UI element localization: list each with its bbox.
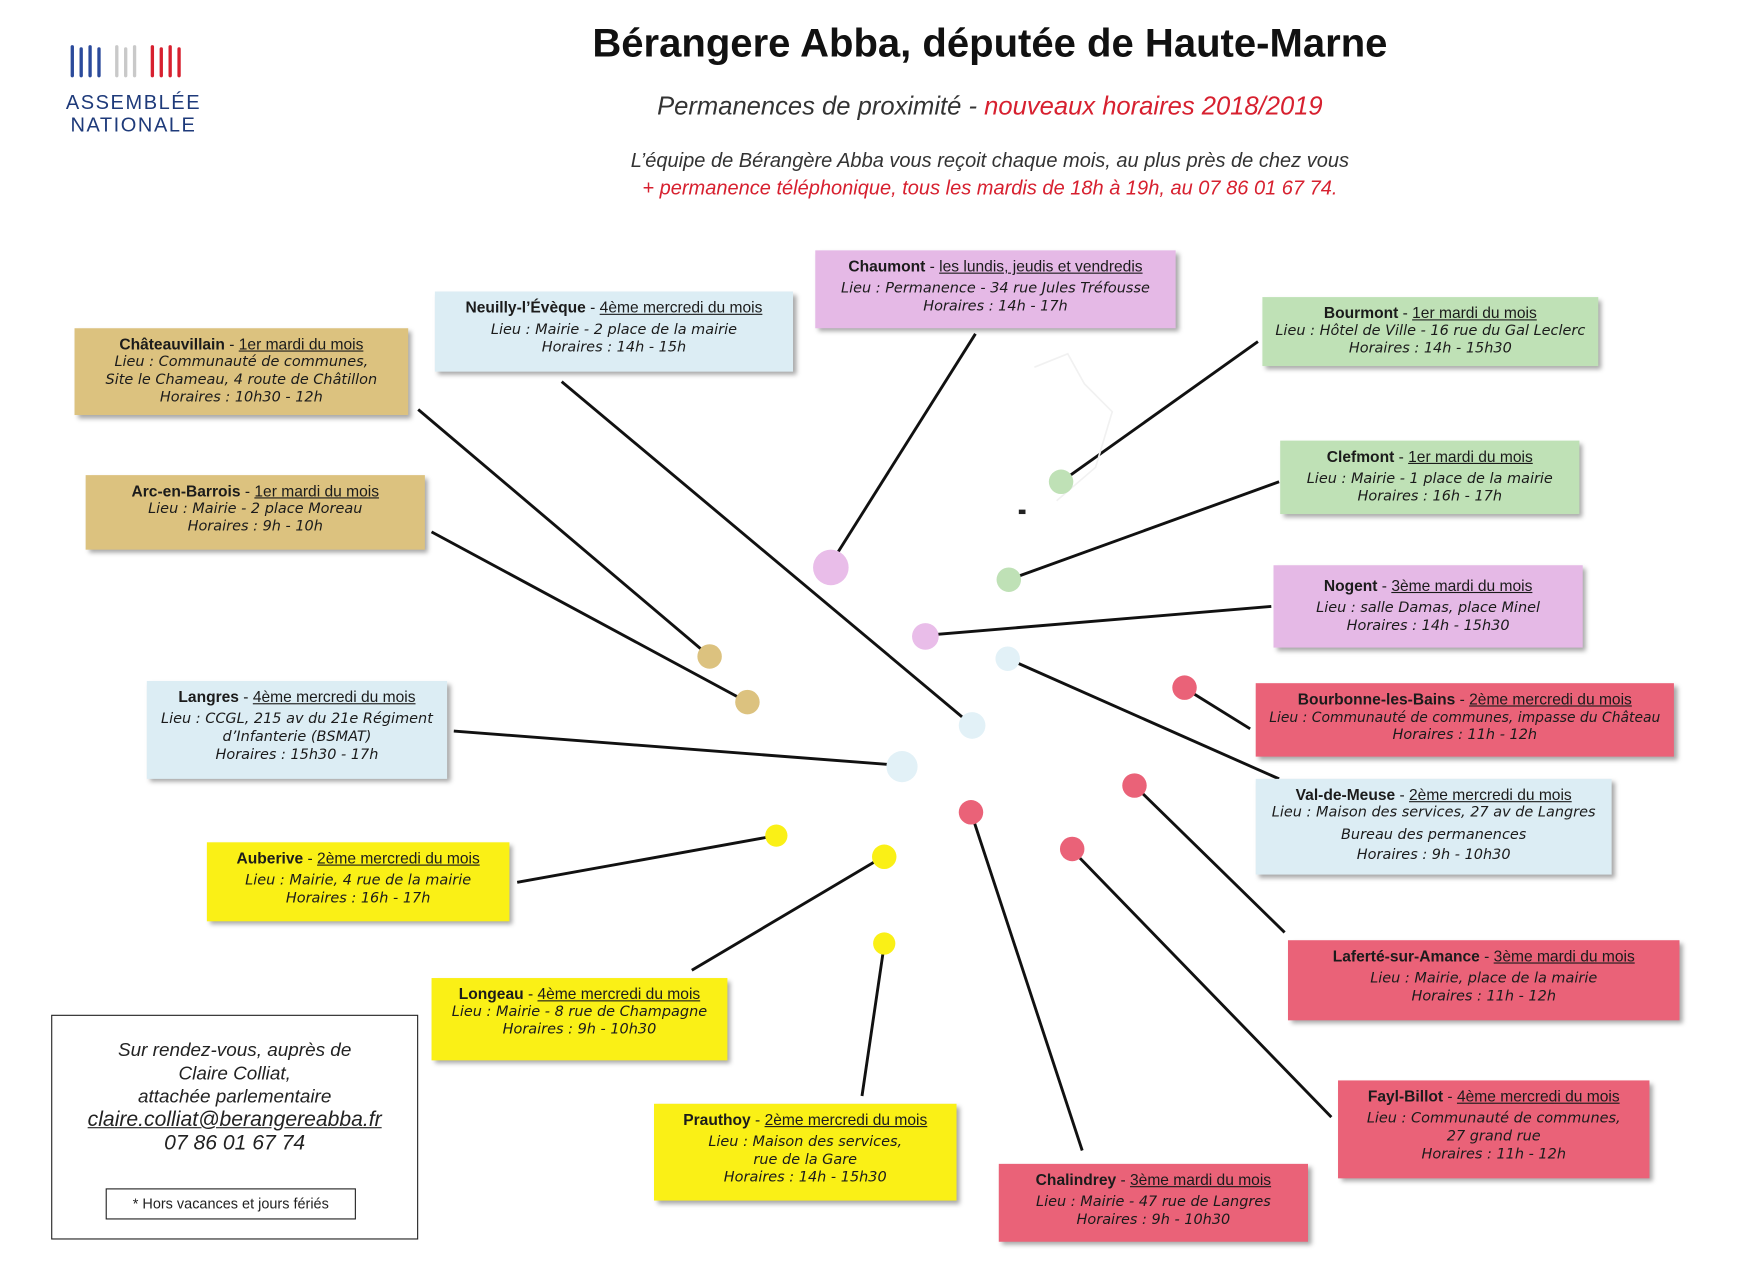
permanence-card-laferte-sur-amance bbox=[1288, 940, 1680, 1020]
permanence-card-chateauvillain bbox=[75, 328, 409, 415]
card-line: Horaires : 14h - 17h bbox=[923, 298, 1068, 315]
assemblee-nationale-logo bbox=[61, 38, 206, 138]
card-line: Lieu : Communauté de communes, bbox=[1366, 1110, 1621, 1128]
contact-email-link[interactable]: claire.colliat@berangereabba.fr bbox=[87, 1108, 382, 1132]
card-header bbox=[442, 297, 787, 317]
card-header bbox=[1262, 784, 1605, 804]
card-separator: - bbox=[750, 1110, 765, 1129]
card-separator: - bbox=[585, 298, 600, 317]
card-frequency: 2ème mercredi du mois bbox=[764, 1110, 928, 1129]
card-line: Lieu : Hôtel de Ville - 16 rue du Gal Leclerc bbox=[1275, 322, 1586, 340]
card-frequency: 4ème mercredi du mois bbox=[537, 984, 701, 1003]
location-dot-arc-en-barrois bbox=[735, 690, 759, 714]
card-frequency: 4ème mercredi du mois bbox=[599, 298, 763, 317]
card-line: Lieu : Mairie, place de la mairie bbox=[1370, 970, 1598, 987]
location-dot-chalindrey bbox=[959, 800, 983, 824]
card-line: Horaires : 16h - 17h bbox=[285, 890, 431, 907]
card-line: Horaires : 15h30 - 17h bbox=[215, 746, 379, 764]
card-line: Horaires : 11h - 12h bbox=[1411, 988, 1556, 1005]
card-town: Laferté-sur-Amance bbox=[1332, 946, 1480, 965]
card-header bbox=[153, 687, 440, 707]
card-frequency: 1er mardi du mois bbox=[1412, 303, 1537, 322]
contact-phone: 07 86 01 67 74 bbox=[164, 1131, 306, 1155]
permanence-card-langres bbox=[147, 681, 447, 779]
card-line: Horaires : 9h - 10h bbox=[187, 518, 323, 536]
card-frequency: les lundis, jeudis et vendredis bbox=[939, 257, 1143, 275]
card-header bbox=[1345, 1086, 1643, 1106]
card-line: Lieu : Mairie - 2 place Moreau bbox=[148, 500, 363, 518]
card-line: Lieu : CCGL, 215 av du 21e Régiment bbox=[161, 711, 433, 728]
card-line: Lieu : Maison des services, bbox=[708, 1133, 903, 1151]
location-dot-neuilly-l-eveque bbox=[959, 712, 986, 739]
permanence-card-fayl-billot bbox=[1338, 1080, 1649, 1178]
card-frequency: 1er mardi du mois bbox=[1408, 447, 1533, 466]
card-line: Lieu : Maison des services, 27 av de Langres bbox=[1271, 804, 1596, 822]
card-frequency: 4ème mercredi du mois bbox=[1456, 1087, 1620, 1105]
permanence-card-clefmont bbox=[1280, 441, 1579, 514]
card-separator: - bbox=[1398, 303, 1413, 322]
card-header bbox=[81, 334, 401, 354]
card-town: Châteauvillain bbox=[119, 334, 225, 353]
card-separator: - bbox=[238, 687, 253, 706]
card-town: Langres bbox=[178, 687, 239, 706]
subtitle-highlight: nouveaux horaires 2018/2019 bbox=[984, 91, 1323, 121]
card-separator: - bbox=[925, 257, 940, 275]
card-town: Bourmont bbox=[1323, 303, 1399, 322]
location-dot-chaumont bbox=[813, 550, 849, 586]
card-header bbox=[92, 481, 418, 501]
location-dot-laferte-sur-amance bbox=[1122, 773, 1146, 797]
card-header bbox=[1280, 575, 1576, 595]
card-line: Horaires : 10h30 - 12h bbox=[159, 389, 323, 407]
print-speck bbox=[1019, 510, 1026, 514]
card-separator: - bbox=[224, 334, 239, 353]
location-dot-prauthoy bbox=[873, 932, 895, 954]
card-line: Bureau des permanences bbox=[1341, 826, 1527, 844]
card-town: Nogent bbox=[1323, 576, 1378, 595]
card-header bbox=[1269, 303, 1592, 323]
card-frequency: 1er mardi du mois bbox=[254, 481, 380, 500]
card-line: Lieu : Mairie, 4 rue de la mairie bbox=[245, 872, 472, 890]
card-line: Site le Chameau, 4 route de Châtillon bbox=[105, 371, 378, 389]
card-frequency: 1er mardi du mois bbox=[238, 334, 364, 353]
card-town: Auberive bbox=[236, 848, 304, 867]
location-dot-fayl-billot bbox=[1060, 837, 1084, 861]
page-title: Bérangere Abba, députée de Haute-Marne bbox=[592, 20, 1388, 66]
card-separator: - bbox=[303, 848, 318, 867]
card-town: Fayl-Billot bbox=[1367, 1087, 1444, 1105]
contact-line-3: attachée parlementaire bbox=[137, 1085, 332, 1108]
card-separator: - bbox=[523, 984, 538, 1003]
card-separator: - bbox=[1443, 1087, 1457, 1105]
permanence-card-nogent bbox=[1274, 565, 1583, 647]
card-separator: - bbox=[240, 481, 255, 500]
card-header bbox=[1005, 1169, 1301, 1189]
card-frequency: 3ème mardi du mois bbox=[1130, 1170, 1272, 1189]
card-frequency: 2ème mercredi du mois bbox=[317, 848, 480, 867]
logo-line-2: NATIONALE bbox=[70, 113, 197, 136]
location-dot-bourbonne-les-bains bbox=[1172, 675, 1196, 699]
card-town: Chalindrey bbox=[1035, 1170, 1117, 1189]
location-dot-nogent bbox=[912, 623, 939, 650]
permanence-card-val-de-meuse bbox=[1256, 779, 1612, 875]
card-line: Lieu : Communauté de communes, bbox=[114, 353, 369, 371]
card-line: Lieu : Communauté de communes, impasse du Château bbox=[1269, 708, 1661, 726]
card-town: Prauthoy bbox=[683, 1110, 751, 1129]
card-line: Horaires : 11h - 12h bbox=[1392, 726, 1538, 744]
card-line: d’Infanterie (BSMAT) bbox=[222, 728, 372, 746]
card-separator: - bbox=[1455, 689, 1470, 708]
contact-box bbox=[51, 1015, 418, 1240]
permanence-card-prauthoy bbox=[654, 1104, 957, 1201]
card-separator: - bbox=[1394, 447, 1409, 466]
contact-line-2: Claire Colliat, bbox=[178, 1062, 291, 1084]
permanence-card-chaumont bbox=[815, 250, 1175, 328]
card-town: Neuilly-l’Évèque bbox=[465, 298, 586, 317]
card-town: Longeau bbox=[458, 984, 524, 1003]
holidays-note: * Hors vacances et jours fériés bbox=[106, 1188, 356, 1219]
permanence-card-arc-en-barrois bbox=[86, 475, 425, 550]
card-separator: - bbox=[1479, 946, 1494, 965]
card-line: Lieu : Mairie - 47 rue de Langres bbox=[1036, 1193, 1271, 1211]
card-header bbox=[214, 848, 503, 868]
tricolor-stripes-icon bbox=[63, 42, 201, 80]
contact-line-1: Sur rendez-vous, auprès de bbox=[118, 1039, 352, 1061]
card-line: Horaires : 14h - 15h30 bbox=[1348, 340, 1512, 358]
location-dot-val-de-meuse bbox=[995, 646, 1019, 670]
logo-line-1: ASSEMBLÉE bbox=[65, 91, 202, 114]
intro-line-1: L’équipe de Bérangère Abba vous reçoit chaque mois, au plus près de chez vous bbox=[630, 149, 1350, 172]
card-town: Bourbonne-les-Bains bbox=[1297, 689, 1456, 708]
card-frequency: 4ème mercredi du mois bbox=[252, 687, 416, 706]
card-line: 27 grand rue bbox=[1446, 1128, 1541, 1145]
card-line: Lieu : Mairie - 8 rue de Champagne bbox=[451, 1003, 708, 1021]
permanence-card-neuilly-l-eveque bbox=[435, 292, 793, 372]
card-line: Horaires : 16h - 17h bbox=[1357, 488, 1503, 506]
card-line: Horaires : 9h - 10h30 bbox=[1076, 1211, 1231, 1229]
card-line: Lieu : Mairie - 1 place de la mairie bbox=[1306, 470, 1553, 488]
card-frequency: 2ème mercredi du mois bbox=[1409, 785, 1572, 804]
permanence-card-longeau bbox=[432, 978, 728, 1060]
card-line: Horaires : 14h - 15h30 bbox=[1346, 617, 1510, 635]
subtitle-separator: - bbox=[961, 91, 985, 121]
card-line: Horaires : 11h - 12h bbox=[1421, 1146, 1566, 1163]
card-frequency: 3ème mardi du mois bbox=[1391, 576, 1533, 595]
card-town: Chaumont bbox=[848, 257, 926, 275]
permanence-card-chalindrey bbox=[999, 1164, 1308, 1242]
card-header bbox=[822, 256, 1169, 276]
card-frequency: 3ème mardi du mois bbox=[1493, 946, 1635, 965]
intro-line-2: + permanence téléphonique, tous les mardis de 18h à 19h, au 07 86 01 67 74. bbox=[642, 176, 1338, 200]
location-dot-langres bbox=[886, 751, 917, 782]
location-dot-clefmont bbox=[997, 567, 1021, 591]
location-dot-longeau bbox=[872, 845, 896, 869]
location-dot-auberive bbox=[765, 824, 787, 846]
card-header bbox=[1295, 946, 1673, 966]
card-line: Lieu : Mairie - 2 place de la mairie bbox=[490, 321, 737, 339]
card-header bbox=[1287, 446, 1573, 466]
subtitle-main: Permanences de proximité bbox=[657, 91, 962, 121]
card-town: Clefmont bbox=[1326, 447, 1395, 466]
card-line: rue de la Gare bbox=[753, 1151, 858, 1169]
card-separator: - bbox=[1395, 785, 1410, 804]
card-line: Horaires : 9h - 10h30 bbox=[1356, 846, 1511, 864]
permanence-card-bourbonne-les-bains bbox=[1256, 683, 1674, 756]
location-dot-chateauvillain bbox=[697, 644, 721, 668]
permanence-card-bourmont bbox=[1262, 297, 1598, 366]
location-dot-bourmont bbox=[1049, 470, 1073, 494]
card-header bbox=[661, 1109, 950, 1129]
permanence-card-auberive bbox=[207, 842, 510, 921]
card-line: Horaires : 9h - 10h30 bbox=[502, 1021, 657, 1039]
card-header bbox=[1262, 689, 1667, 709]
card-separator: - bbox=[1116, 1170, 1131, 1189]
card-town: Arc-en-Barrois bbox=[131, 481, 241, 500]
card-line: Lieu : salle Damas, place Minel bbox=[1316, 599, 1541, 617]
card-header bbox=[438, 984, 721, 1004]
card-line: Lieu : Permanence - 34 rue Jules Tréfousse bbox=[841, 280, 1150, 298]
card-line: Horaires : 14h - 15h30 bbox=[723, 1169, 887, 1187]
card-town: Val-de-Meuse bbox=[1295, 785, 1396, 804]
card-separator: - bbox=[1377, 576, 1392, 595]
card-line: Horaires : 14h - 15h bbox=[541, 339, 687, 357]
card-frequency: 2ème mercredi du mois bbox=[1469, 689, 1632, 708]
